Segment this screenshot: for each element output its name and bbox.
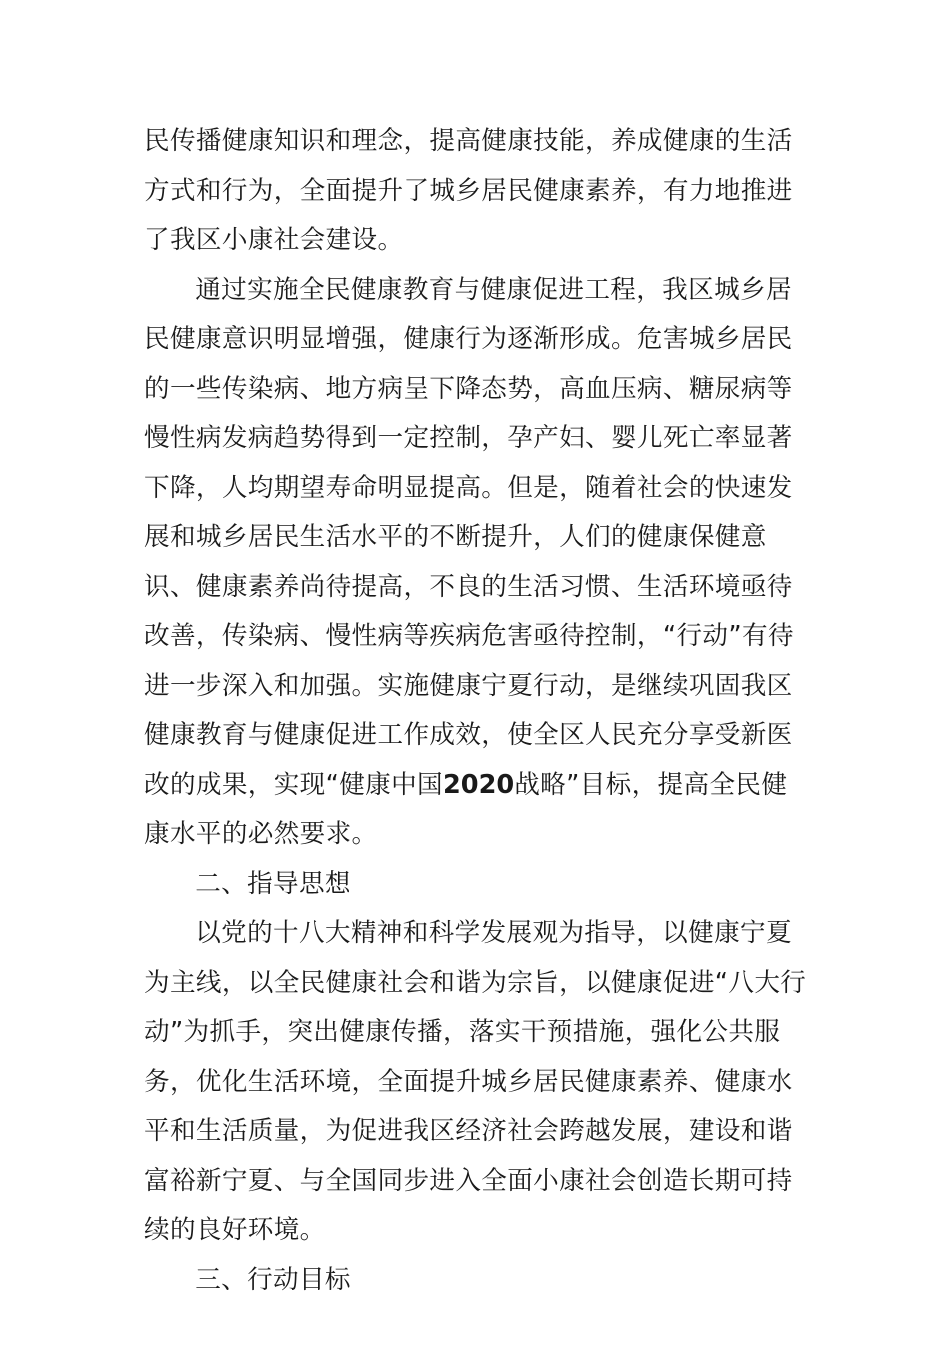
paragraph-continuation: 民传播健康知识和理念，提高健康技能，养成健康的生活方式和行为，全面提升了城乡居民健康素养，有力地推进了我区小康社会建设。 [144,126,793,255]
section-heading-action-goals: 三、行动目标 [195,1264,351,1295]
year-number: 2020 [443,769,515,800]
section-heading-guiding-ideology: 二、指导思想 [195,868,351,899]
paragraph-guiding-ideology: 以党的十八大精神和科学发展观为指导，以健康宁夏为主线，以全民健康社会和谐为宗旨，以健康促进“八大行动”为抓手，突出健康传播，落实干预措施，强化公共服务，优化生活环境，全面提升城乡居民健康素养、健康水平和生活质量，为促进我区经济社会跨越发展，建设和谐富裕新宁夏、与全国同步进入全面小康社会创造长期可持续的良好环境。 [144,918,807,1245]
paragraph-health-status-tail: 战略”目标，提高全民健康水平的必然要求。 [144,769,788,849]
document-body [144,117,812,1305]
paragraph-health-status-text: 通过实施全民健康教育与健康促进工程，我区城乡居民健康意识明显增强，健康行为逐渐形成。危害城乡居民的一些传染病、地方病呈下降态势，高血压病、糖尿病等慢性病发病趋势得到一定控制，孕产妇、婴儿死亡率显著下降，人均期望寿命明显提高。但是，随着社会的快速发展和城乡居民生活水平的不断提升，人们的健康保健意识、健康素养尚待提高，不良的生活习惯、生活环境亟待改善，传染病、慢性病等疾病危害亟待控制，“行动”有待进一步深入和加强。实施健康宁夏行动，是继续巩固我区健康教育与健康促进工作成效，使全区人民充分享受新医改的成果，实现“健康中国 [144,274,794,800]
paragraph-health-status [144,266,812,860]
